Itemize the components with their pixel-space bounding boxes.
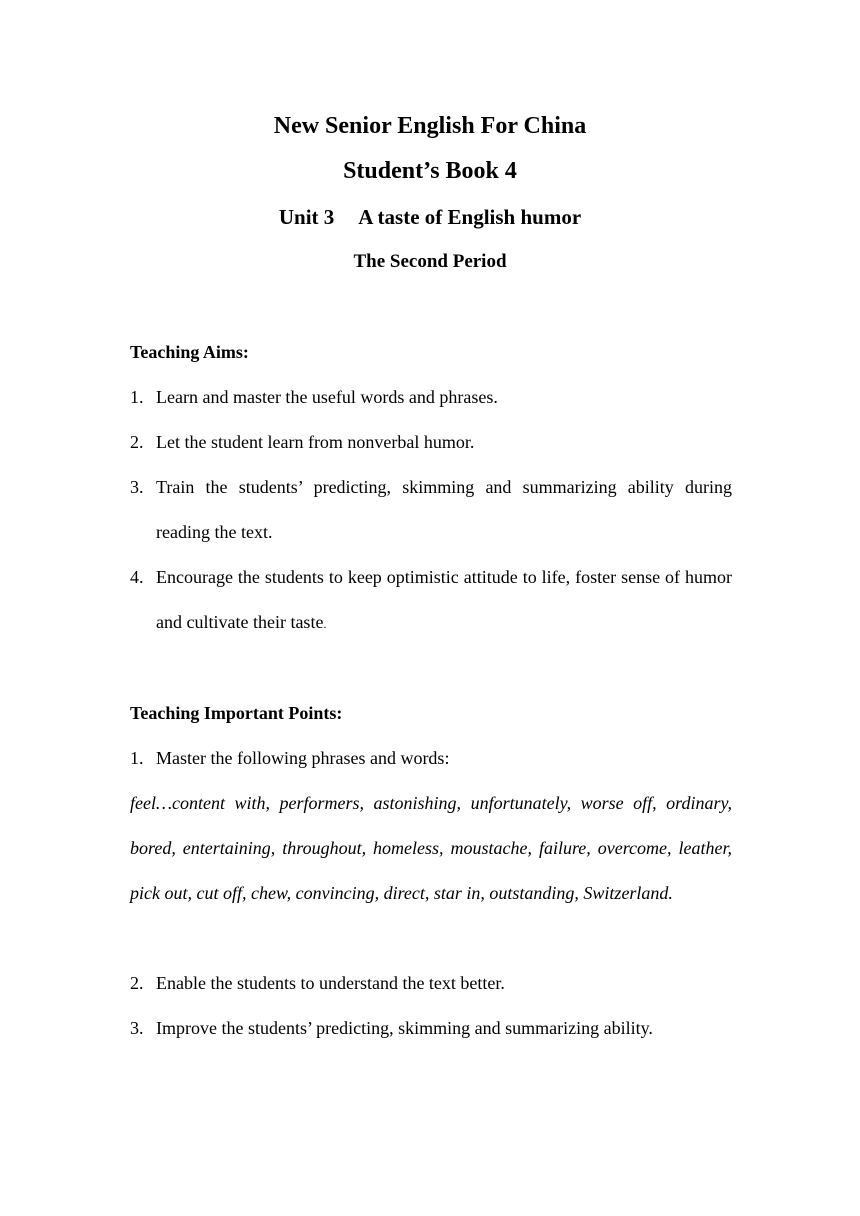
aim-number: 1. bbox=[130, 387, 144, 407]
point-number: 2. bbox=[130, 973, 144, 993]
aim-item bbox=[130, 555, 732, 647]
aim-end-period: . bbox=[323, 617, 327, 631]
point-text: Master the following phrases and words: bbox=[156, 748, 450, 768]
unit-name: A taste of English humor bbox=[358, 205, 582, 229]
aim-text: Encourage the students to keep optimistic attitude to life, foster sense of humor and cultivate their taste bbox=[156, 567, 732, 632]
book-title: Student’s Book 4 bbox=[343, 158, 517, 184]
aim-text: Train the students’ predicting, skimming and summarizing ability during reading the text. bbox=[156, 477, 732, 542]
point-text: Enable the students to understand the text better. bbox=[156, 973, 505, 993]
vocabulary-list: feel…content with, performers, astonishing, unfortunately, worse off, ordinary, bored, entertaining, throughout, homeless, moustache, failure, overcome, leather, pick out, cut off, chew, convincing, direct, star in, outstanding, Switzerland. bbox=[130, 793, 732, 903]
aim-item bbox=[130, 420, 732, 465]
aim-item bbox=[130, 465, 732, 555]
teaching-aims-heading: Teaching Aims: bbox=[130, 342, 249, 362]
aim-text: Learn and master the useful words and phrases. bbox=[156, 387, 498, 407]
aim-number: 2. bbox=[130, 432, 144, 452]
aim-item bbox=[130, 375, 732, 420]
period-title: The Second Period bbox=[353, 251, 507, 272]
point-text: Improve the students’ predicting, skimming and summarizing ability. bbox=[156, 1018, 653, 1038]
point-item bbox=[130, 736, 732, 781]
unit-title bbox=[0, 205, 860, 230]
important-points-heading: Teaching Important Points: bbox=[130, 703, 343, 723]
aim-text-wrapper bbox=[156, 555, 732, 647]
aim-number: 3. bbox=[130, 477, 144, 497]
point-number: 1. bbox=[130, 748, 144, 768]
book-series-title: New Senior English For China bbox=[273, 113, 587, 139]
point-item bbox=[130, 961, 732, 1006]
aim-number: 4. bbox=[130, 567, 144, 587]
point-number: 3. bbox=[130, 1018, 144, 1038]
point-item bbox=[130, 1006, 732, 1051]
aim-text: Let the student learn from nonverbal humor. bbox=[156, 432, 475, 452]
unit-label: Unit 3 bbox=[278, 205, 335, 229]
